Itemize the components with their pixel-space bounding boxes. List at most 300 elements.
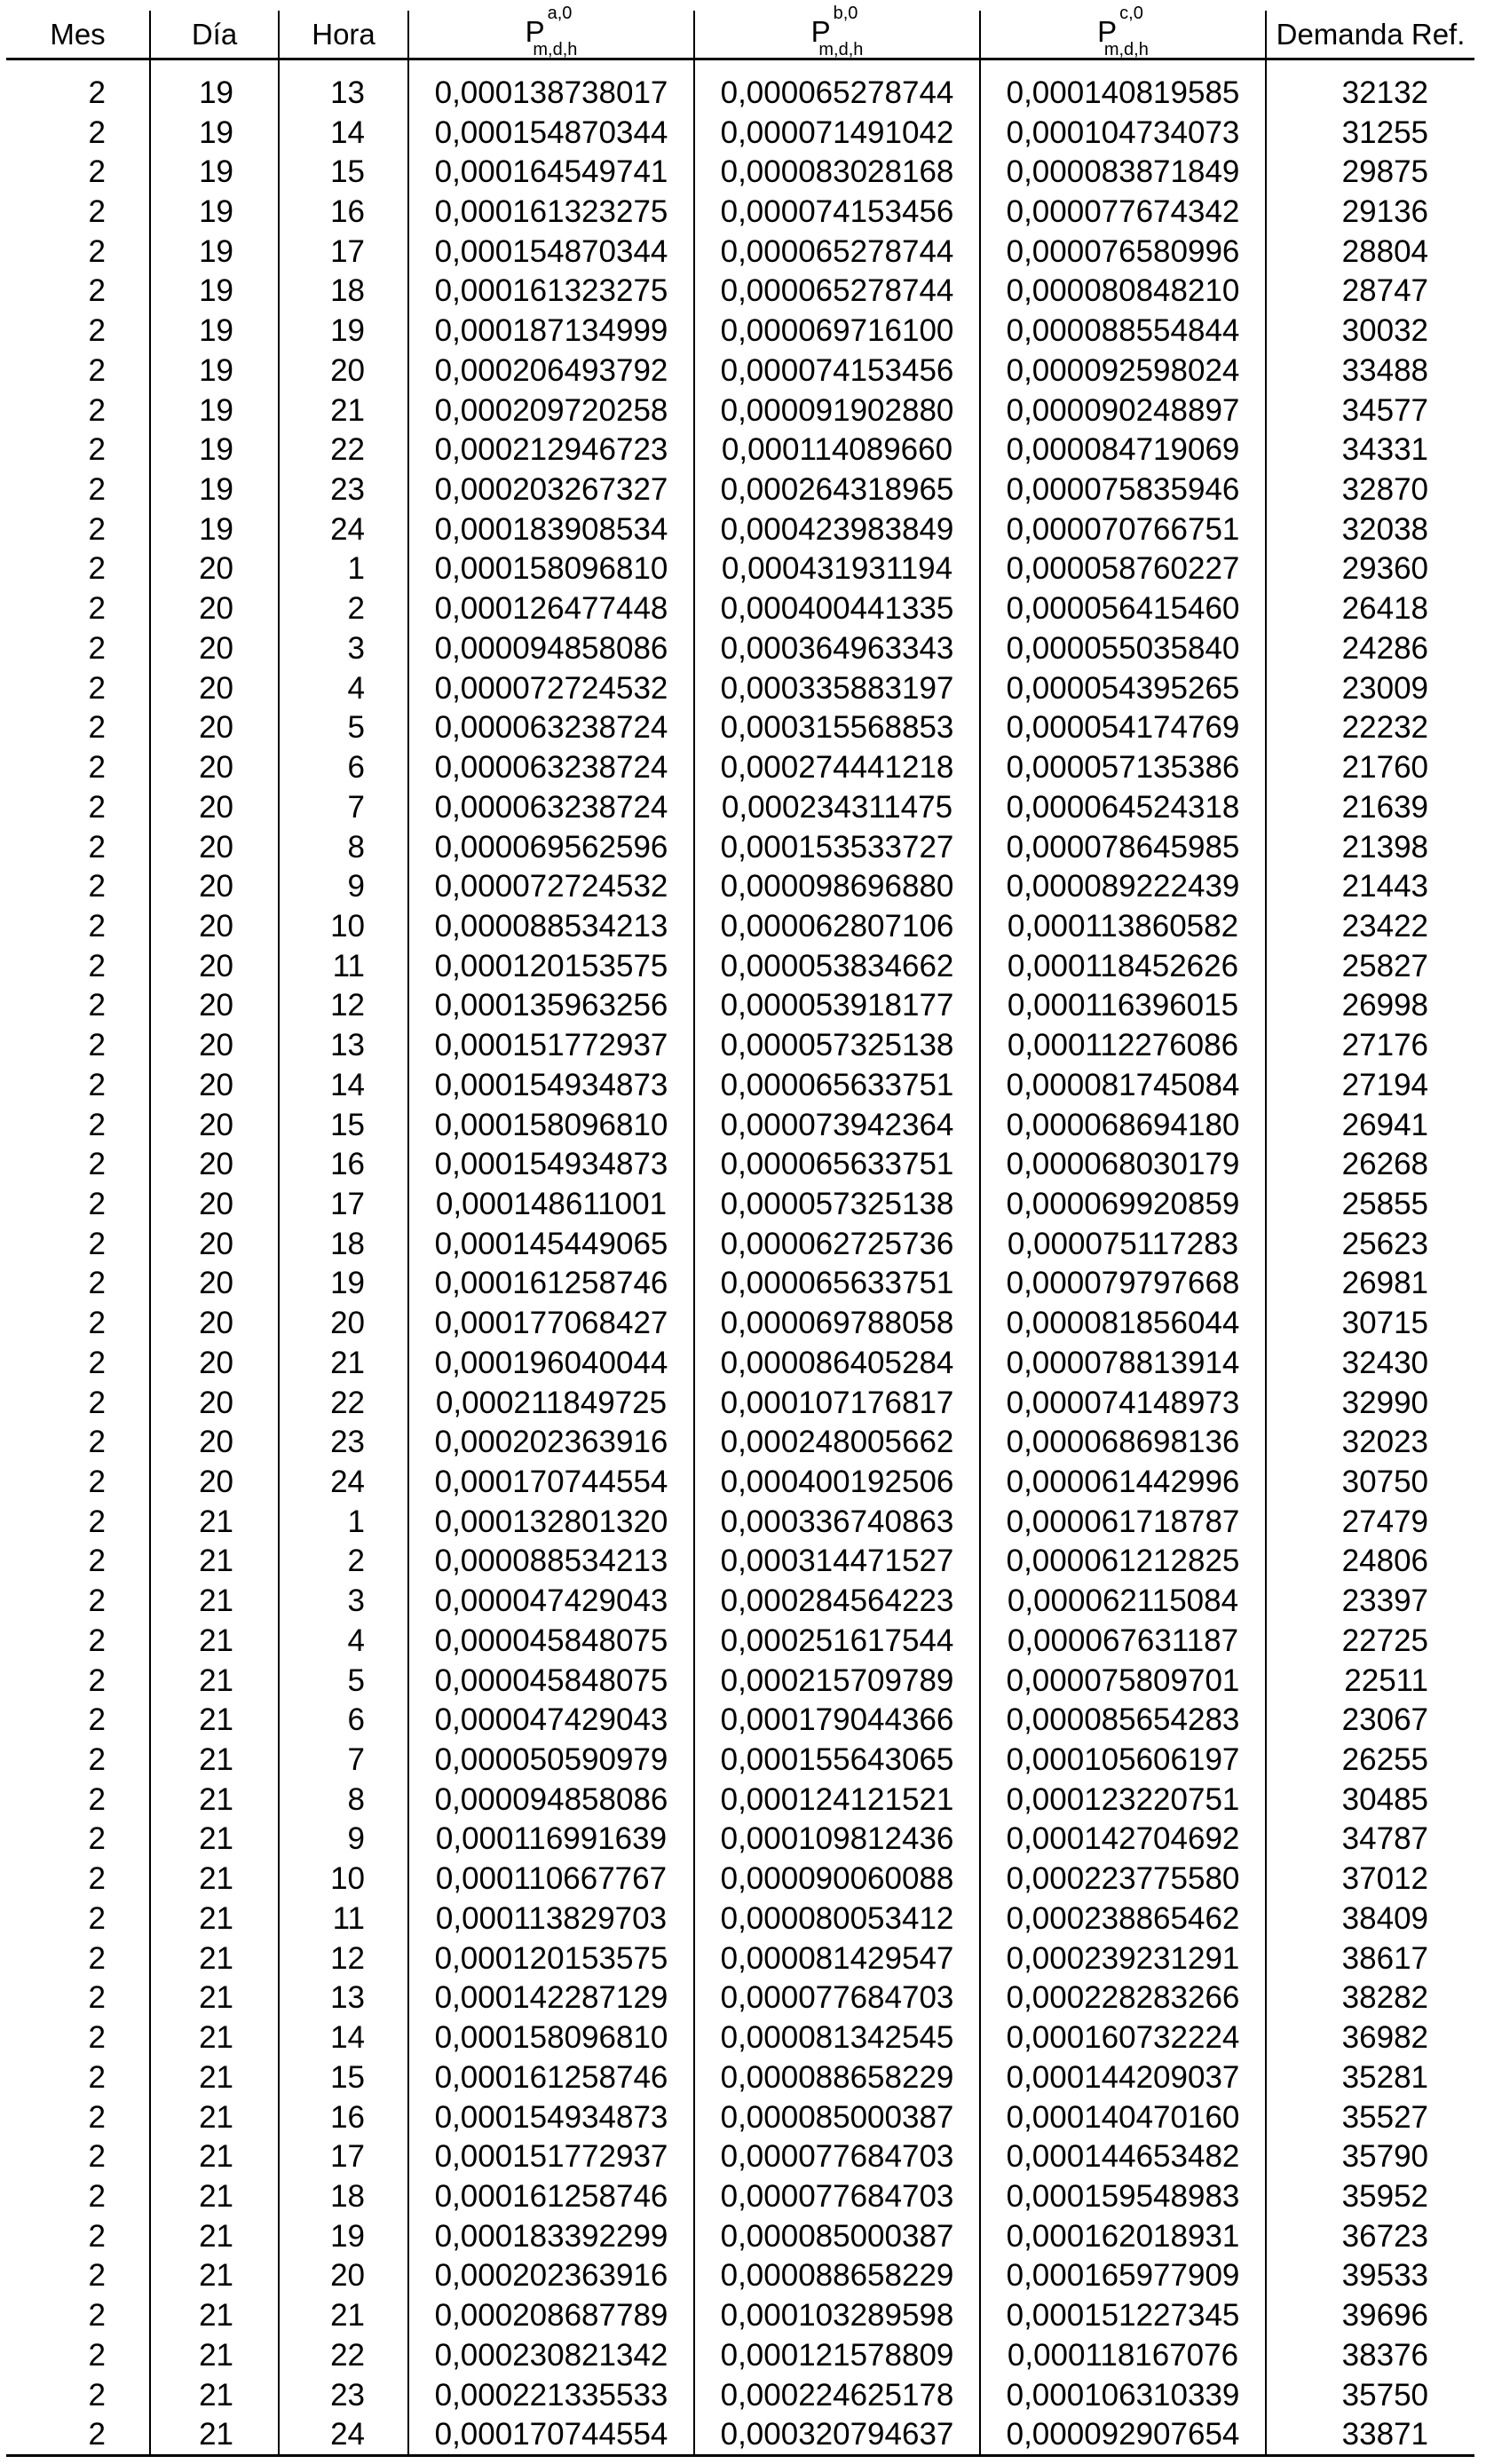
cell-mes: 2 — [88, 1583, 106, 1619]
cell-mes: 2 — [88, 1623, 106, 1658]
cell-pa: 0,000063238724 — [408, 787, 694, 827]
cell-demanda: 38282 — [1266, 1978, 1474, 2018]
cell-demanda: 22725 — [1266, 1621, 1474, 1661]
cell-pa: 0,000126477448 — [408, 588, 694, 628]
cell-pa: 0,000230821342 — [408, 2335, 694, 2375]
table-row — [6, 351, 1474, 391]
cell-pb: 0,000085000387 — [694, 2216, 980, 2256]
cell-pa: 0,000161323275 — [408, 192, 694, 232]
table-row — [6, 2414, 1474, 2455]
table-row — [6, 430, 1474, 470]
cell-pc: 0,000079797668 — [980, 1264, 1266, 1304]
cell-pb: 0,000431931194 — [694, 549, 980, 589]
cell-pb: 0,000400441335 — [694, 588, 980, 628]
cell-pc: 0,000160732224 — [980, 2018, 1266, 2057]
cell-pc: 0,000223775580 — [980, 1859, 1266, 1899]
cell-pa: 0,000177068427 — [408, 1303, 694, 1343]
cell-mes: 2 — [88, 1465, 106, 1500]
cell-pb: 0,000103289598 — [694, 2295, 980, 2335]
cell-pc: 0,000112276086 — [980, 1025, 1266, 1065]
cell-dia: 21 — [150, 1700, 279, 1740]
table-row — [6, 708, 1474, 748]
cell-demanda: 30032 — [1266, 311, 1474, 351]
cell-demanda: 35281 — [1266, 2057, 1474, 2097]
cell-pb: 0,000065278744 — [694, 73, 980, 113]
table-row — [6, 866, 1474, 906]
table-row — [6, 2256, 1474, 2296]
cell-dia: 21 — [150, 2136, 279, 2176]
cell-pc: 0,000085654283 — [980, 1700, 1266, 1740]
cell-hora: 8 — [279, 827, 408, 867]
cell-mes: 2 — [88, 551, 106, 587]
table-row — [6, 946, 1474, 986]
cell-pc: 0,000116396015 — [980, 986, 1266, 1026]
cell-pc: 0,000092907654 — [980, 2414, 1266, 2455]
cell-pb: 0,000053834662 — [694, 946, 980, 986]
cell-hora: 5 — [279, 1661, 408, 1701]
cell-demanda: 32132 — [1266, 73, 1474, 113]
cell-pc: 0,000057135386 — [980, 747, 1266, 787]
cell-pa: 0,000151772937 — [408, 2136, 694, 2176]
cell-pa: 0,000211849725 — [408, 1383, 694, 1423]
table-row — [6, 588, 1474, 628]
cell-pc: 0,000140470160 — [980, 2097, 1266, 2137]
header-pb-base: P — [810, 14, 831, 48]
cell-hora: 21 — [279, 391, 408, 430]
data-table — [6, 3, 1474, 2457]
cell-hora: 4 — [279, 668, 408, 708]
cell-pb: 0,000074153456 — [694, 192, 980, 232]
table-row — [6, 1383, 1474, 1423]
cell-dia: 20 — [150, 708, 279, 748]
table-row — [6, 1502, 1474, 1542]
cell-demanda: 25855 — [1266, 1184, 1474, 1224]
cell-demanda: 26418 — [1266, 588, 1474, 628]
cell-dia: 19 — [150, 351, 279, 391]
cell-pc: 0,000151227345 — [980, 2295, 1266, 2335]
table-row — [6, 1661, 1474, 1701]
header-pa-sub: m,d,h — [533, 40, 578, 60]
cell-demanda: 26255 — [1266, 1740, 1474, 1780]
cell-dia: 20 — [150, 747, 279, 787]
cell-hora: 20 — [279, 1303, 408, 1343]
cell-pa: 0,000135963256 — [408, 986, 694, 1026]
cell-mes: 2 — [88, 1147, 106, 1182]
table-row — [6, 1978, 1474, 2018]
cell-dia: 20 — [150, 1224, 279, 1264]
cell-pb: 0,000179044366 — [694, 1700, 980, 1740]
cell-hora: 13 — [279, 73, 408, 113]
cell-demanda: 26981 — [1266, 1264, 1474, 1304]
cell-mes: 2 — [88, 1861, 106, 1897]
cell-demanda: 33488 — [1266, 351, 1474, 391]
cell-pc: 0,000054395265 — [980, 668, 1266, 708]
cell-hora: 14 — [279, 113, 408, 153]
cell-mes: 2 — [88, 1980, 106, 2016]
cell-pb: 0,000062807106 — [694, 906, 980, 946]
cell-pb: 0,000109812436 — [694, 1820, 980, 1860]
cell-pa: 0,000161258746 — [408, 1264, 694, 1304]
cell-dia: 20 — [150, 1383, 279, 1423]
cell-pb: 0,000284564223 — [694, 1581, 980, 1621]
cell-demanda: 21639 — [1266, 787, 1474, 827]
cell-dia: 21 — [150, 1502, 279, 1542]
cell-hora: 17 — [279, 1184, 408, 1224]
cell-mes: 2 — [88, 591, 106, 627]
cell-pb: 0,000091902880 — [694, 391, 980, 430]
cell-hora: 13 — [279, 1978, 408, 2018]
cell-pc: 0,000055035840 — [980, 628, 1266, 668]
cell-dia: 21 — [150, 1581, 279, 1621]
cell-mes: 2 — [88, 313, 106, 349]
table-row — [6, 2136, 1474, 2176]
cell-hora: 18 — [279, 272, 408, 312]
cell-pb: 0,000077684703 — [694, 1978, 980, 2018]
cell-demanda: 32038 — [1266, 509, 1474, 549]
table-row — [6, 1065, 1474, 1105]
header-pb-sup: b,0 — [833, 3, 858, 23]
cell-pc: 0,000070766751 — [980, 509, 1266, 549]
table-row — [6, 509, 1474, 549]
cell-dia: 21 — [150, 1740, 279, 1780]
header-demanda: Demanda Ref. — [1266, 11, 1474, 59]
cell-demanda: 26268 — [1266, 1144, 1474, 1184]
cell-pb: 0,000077684703 — [694, 2136, 980, 2176]
table-row — [6, 1780, 1474, 1820]
cell-pb: 0,000234311475 — [694, 787, 980, 827]
cell-pb: 0,000065633751 — [694, 1144, 980, 1184]
cell-pc: 0,000113860582 — [980, 906, 1266, 946]
cell-mes: 2 — [88, 1662, 106, 1698]
cell-pc: 0,000061212825 — [980, 1542, 1266, 1582]
cell-hora: 4 — [279, 1621, 408, 1661]
table-row — [6, 2216, 1474, 2256]
cell-pb: 0,000069788058 — [694, 1303, 980, 1343]
table-row — [6, 1462, 1474, 1502]
cell-hora: 2 — [279, 588, 408, 628]
spacer-row — [6, 59, 1474, 74]
cell-dia: 21 — [150, 1661, 279, 1701]
cell-demanda: 34577 — [1266, 391, 1474, 430]
cell-pb: 0,000320794637 — [694, 2414, 980, 2455]
cell-pa: 0,000110667767 — [408, 1859, 694, 1899]
cell-pa: 0,000154934873 — [408, 1065, 694, 1105]
cell-dia: 20 — [150, 668, 279, 708]
cell-pc: 0,000078813914 — [980, 1343, 1266, 1383]
cell-demanda: 23397 — [1266, 1581, 1474, 1621]
cell-pa: 0,000047429043 — [408, 1700, 694, 1740]
cell-pa: 0,000208687789 — [408, 2295, 694, 2335]
cell-pc: 0,000144653482 — [980, 2136, 1266, 2176]
cell-hora: 24 — [279, 2414, 408, 2455]
cell-pa: 0,000120153575 — [408, 946, 694, 986]
cell-hora: 7 — [279, 787, 408, 827]
cell-pa: 0,000154934873 — [408, 2097, 694, 2137]
cell-pc: 0,000062115084 — [980, 1581, 1266, 1621]
cell-hora: 3 — [279, 1581, 408, 1621]
cell-mes: 2 — [88, 194, 106, 230]
cell-mes: 2 — [88, 710, 106, 746]
cell-mes: 2 — [88, 1940, 106, 1976]
cell-demanda: 21443 — [1266, 866, 1474, 906]
header-hora: Hora — [279, 11, 408, 59]
cell-mes: 2 — [88, 511, 106, 547]
cell-dia: 21 — [150, 1859, 279, 1899]
cell-pa: 0,000154870344 — [408, 232, 694, 272]
cell-demanda: 32870 — [1266, 470, 1474, 509]
cell-dia: 19 — [150, 192, 279, 232]
cell-pa: 0,000094858086 — [408, 1780, 694, 1820]
cell-hora: 24 — [279, 1462, 408, 1502]
cell-demanda: 34787 — [1266, 1820, 1474, 1860]
cell-mes: 2 — [88, 154, 106, 190]
cell-dia: 21 — [150, 2097, 279, 2137]
table-row — [6, 986, 1474, 1026]
table-row — [6, 1144, 1474, 1184]
cell-pb: 0,000069716100 — [694, 311, 980, 351]
table-row — [6, 628, 1474, 668]
cell-mes: 2 — [88, 670, 106, 706]
table-row — [6, 1422, 1474, 1462]
table-row — [6, 1025, 1474, 1065]
cell-demanda: 21398 — [1266, 827, 1474, 867]
table-row — [6, 1105, 1474, 1145]
cell-hora: 22 — [279, 1383, 408, 1423]
cell-pb: 0,000073942364 — [694, 1105, 980, 1145]
cell-dia: 19 — [150, 430, 279, 470]
cell-hora: 19 — [279, 311, 408, 351]
cell-hora: 3 — [279, 628, 408, 668]
cell-pa: 0,000113829703 — [408, 1899, 694, 1939]
cell-pa: 0,000154870344 — [408, 113, 694, 153]
table-row — [6, 1581, 1474, 1621]
cell-pb: 0,000065633751 — [694, 1264, 980, 1304]
cell-mes: 2 — [88, 1306, 106, 1341]
cell-hora: 13 — [279, 1025, 408, 1065]
cell-mes: 2 — [88, 1781, 106, 1817]
cell-hora: 5 — [279, 708, 408, 748]
cell-pc: 0,000092598024 — [980, 351, 1266, 391]
table-row — [6, 549, 1474, 589]
cell-pb: 0,000085000387 — [694, 2097, 980, 2137]
cell-hora: 1 — [279, 549, 408, 589]
cell-demanda: 35790 — [1266, 2136, 1474, 2176]
cell-mes: 2 — [88, 1266, 106, 1301]
table-row — [6, 2375, 1474, 2415]
cell-pb: 0,000335883197 — [694, 668, 980, 708]
cell-dia: 20 — [150, 787, 279, 827]
cell-hora: 18 — [279, 1224, 408, 1264]
cell-demanda: 26941 — [1266, 1105, 1474, 1145]
cell-hora: 10 — [279, 1859, 408, 1899]
cell-mes: 2 — [88, 908, 106, 944]
cell-dia: 21 — [150, 1939, 279, 1978]
cell-pb: 0,000114089660 — [694, 430, 980, 470]
cell-pb: 0,000065278744 — [694, 272, 980, 312]
cell-demanda: 22232 — [1266, 708, 1474, 748]
cell-pa: 0,000088534213 — [408, 1542, 694, 1582]
cell-pb: 0,000423983849 — [694, 509, 980, 549]
cell-pa: 0,000148611001 — [408, 1184, 694, 1224]
table-row — [6, 906, 1474, 946]
cell-demanda: 32430 — [1266, 1343, 1474, 1383]
cell-pa: 0,000202363916 — [408, 1422, 694, 1462]
cell-dia: 20 — [150, 1343, 279, 1383]
cell-hora: 8 — [279, 1780, 408, 1820]
cell-demanda: 26998 — [1266, 986, 1474, 1026]
cell-pc: 0,000068030179 — [980, 1144, 1266, 1184]
cell-demanda: 30485 — [1266, 1780, 1474, 1820]
cell-pb: 0,000057325138 — [694, 1025, 980, 1065]
cell-demanda: 27479 — [1266, 1502, 1474, 1542]
cell-dia: 19 — [150, 73, 279, 113]
table-row — [6, 232, 1474, 272]
cell-mes: 2 — [88, 1504, 106, 1539]
cell-hora: 23 — [279, 1422, 408, 1462]
cell-pa: 0,000151772937 — [408, 1025, 694, 1065]
cell-hora: 11 — [279, 946, 408, 986]
cell-hora: 11 — [279, 1899, 408, 1939]
cell-demanda: 32023 — [1266, 1422, 1474, 1462]
cell-pc: 0,000081856044 — [980, 1303, 1266, 1343]
cell-dia: 19 — [150, 232, 279, 272]
table-row — [6, 311, 1474, 351]
cell-mes: 2 — [88, 948, 106, 983]
cell-dia: 19 — [150, 272, 279, 312]
table-body — [6, 59, 1474, 2456]
cell-pb: 0,000088658229 — [694, 2256, 980, 2296]
cell-pc: 0,000084719069 — [980, 430, 1266, 470]
cell-mes: 2 — [88, 988, 106, 1023]
cell-pa: 0,000158096810 — [408, 549, 694, 589]
cell-demanda: 21760 — [1266, 747, 1474, 787]
cell-pa: 0,000045848075 — [408, 1661, 694, 1701]
cell-dia: 21 — [150, 2057, 279, 2097]
cell-hora: 16 — [279, 1144, 408, 1184]
cell-pb: 0,000224625178 — [694, 2375, 980, 2415]
cell-pc: 0,000075835946 — [980, 470, 1266, 509]
cell-dia: 19 — [150, 152, 279, 192]
document-page — [6, 3, 1474, 2457]
cell-mes: 2 — [88, 2020, 106, 2056]
cell-pa: 0,000161258746 — [408, 2176, 694, 2216]
cell-dia: 21 — [150, 2335, 279, 2375]
cell-demanda: 23009 — [1266, 668, 1474, 708]
cell-pc: 0,000088554844 — [980, 311, 1266, 351]
cell-hora: 21 — [279, 1343, 408, 1383]
cell-demanda: 35952 — [1266, 2176, 1474, 2216]
cell-demanda: 27176 — [1266, 1025, 1474, 1065]
table-row — [6, 1542, 1474, 1582]
cell-dia: 20 — [150, 1065, 279, 1105]
cell-pa: 0,000221335533 — [408, 2375, 694, 2415]
cell-pb: 0,000080053412 — [694, 1899, 980, 1939]
cell-hora: 15 — [279, 2057, 408, 2097]
cell-mes: 2 — [88, 472, 106, 508]
header-pa-sup: a,0 — [547, 3, 573, 23]
cell-mes: 2 — [88, 2218, 106, 2254]
cell-demanda: 37012 — [1266, 1859, 1474, 1899]
cell-hora: 16 — [279, 192, 408, 232]
cell-pc: 0,000080848210 — [980, 272, 1266, 312]
cell-mes: 2 — [88, 1107, 106, 1142]
table-row — [6, 1859, 1474, 1899]
cell-pc: 0,000068698136 — [980, 1422, 1266, 1462]
cell-pc: 0,000118167076 — [980, 2335, 1266, 2375]
cell-hora: 21 — [279, 2295, 408, 2335]
header-pc-base: P — [1097, 14, 1118, 48]
cell-demanda: 25623 — [1266, 1224, 1474, 1264]
table-row — [6, 1343, 1474, 1383]
header-row — [6, 11, 1474, 59]
cell-demanda: 24286 — [1266, 628, 1474, 668]
cell-pa: 0,000050590979 — [408, 1740, 694, 1780]
cell-demanda: 34331 — [1266, 430, 1474, 470]
cell-pb: 0,000153533727 — [694, 827, 980, 867]
cell-hora: 20 — [279, 2256, 408, 2296]
cell-mes: 2 — [88, 1028, 106, 1063]
table-row — [6, 1303, 1474, 1343]
cell-hora: 24 — [279, 509, 408, 549]
cell-mes: 2 — [88, 1385, 106, 1420]
cell-pc: 0,000074148973 — [980, 1383, 1266, 1423]
cell-mes: 2 — [88, 1742, 106, 1778]
cell-pc: 0,000165977909 — [980, 2256, 1266, 2296]
cell-dia: 20 — [150, 906, 279, 946]
cell-dia: 21 — [150, 1899, 279, 1939]
cell-dia: 21 — [150, 1780, 279, 1820]
table-row — [6, 1184, 1474, 1224]
cell-pa: 0,000116991639 — [408, 1820, 694, 1860]
cell-pc: 0,000239231291 — [980, 1939, 1266, 1978]
cell-pc: 0,000069920859 — [980, 1184, 1266, 1224]
cell-mes: 2 — [88, 1345, 106, 1380]
table-row — [6, 2018, 1474, 2057]
cell-hora: 10 — [279, 906, 408, 946]
cell-mes: 2 — [88, 1226, 106, 1261]
table-row — [6, 2335, 1474, 2375]
cell-pa: 0,000158096810 — [408, 1105, 694, 1145]
cell-dia: 20 — [150, 946, 279, 986]
cell-hora: 23 — [279, 2375, 408, 2415]
cell-demanda: 28804 — [1266, 232, 1474, 272]
cell-mes: 2 — [88, 630, 106, 666]
cell-pc: 0,000144209037 — [980, 2057, 1266, 2097]
table-row — [6, 787, 1474, 827]
cell-demanda: 22511 — [1266, 1661, 1474, 1701]
cell-dia: 21 — [150, 1978, 279, 2018]
cell-demanda: 30750 — [1266, 1462, 1474, 1502]
cell-hora: 9 — [279, 1820, 408, 1860]
cell-pc: 0,000064524318 — [980, 787, 1266, 827]
table-row — [6, 2295, 1474, 2335]
cell-mes: 2 — [88, 1186, 106, 1221]
cell-pa: 0,000203267327 — [408, 470, 694, 509]
cell-pb: 0,000071491042 — [694, 113, 980, 153]
cell-hora: 12 — [279, 1939, 408, 1978]
cell-pb: 0,000086405284 — [694, 1343, 980, 1383]
cell-hora: 23 — [279, 470, 408, 509]
table-row — [6, 470, 1474, 509]
cell-mes: 2 — [88, 2139, 106, 2175]
cell-pc: 0,000081745084 — [980, 1065, 1266, 1105]
cell-pb: 0,000083028168 — [694, 152, 980, 192]
cell-demanda: 32990 — [1266, 1383, 1474, 1423]
cell-pb: 0,000057325138 — [694, 1184, 980, 1224]
cell-mes: 2 — [88, 1425, 106, 1460]
table-row — [6, 1899, 1474, 1939]
table-row — [6, 1939, 1474, 1978]
